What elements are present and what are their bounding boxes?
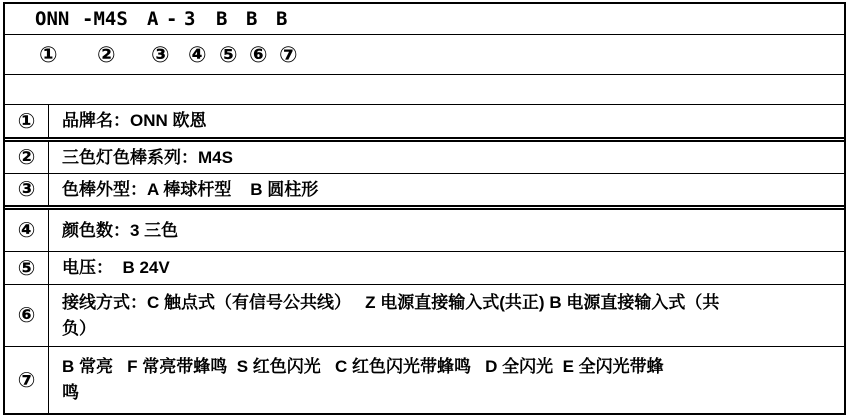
description-cell	[49, 174, 844, 205]
legend-row-shape	[5, 174, 844, 210]
row-marker: ①	[17, 109, 36, 133]
marker-2: ②	[97, 41, 116, 67]
row-text-line1: B 常亮 F 常亮带蜂鸣 S 红色闪光 C 红色闪光带蜂鸣 D 全闪光 E 全闪光带蜂	[62, 357, 664, 376]
code-token-mode: B	[276, 8, 288, 30]
code-token-voltage: B	[216, 8, 228, 30]
row-marker: ⑤	[17, 256, 36, 280]
row-text: 电压： B 24V	[62, 258, 170, 277]
code-token-brand: ONN	[35, 8, 70, 30]
marker-4: ④	[188, 41, 207, 67]
marker-cell	[5, 174, 49, 205]
legend-row-brand	[5, 105, 844, 142]
legend-row-color-count	[5, 210, 844, 252]
legend-row-wiring	[5, 285, 844, 347]
row-text: 品牌名：ONN 欧恩	[62, 111, 207, 130]
description-cell	[49, 285, 844, 346]
marker-1: ①	[39, 41, 58, 67]
code-token-colors: 3	[184, 8, 196, 30]
code-token-series: -M4S	[82, 8, 128, 30]
model-code-table	[3, 2, 846, 415]
code-token-dash: -	[166, 8, 178, 30]
code-token-shape: A	[147, 8, 159, 30]
legend-row-voltage	[5, 252, 844, 285]
description-cell	[49, 105, 844, 137]
marker-cell	[5, 105, 49, 137]
marker-row	[5, 35, 844, 75]
marker-5: ⑤	[219, 41, 238, 67]
marker-cell	[5, 285, 49, 346]
marker-cell	[5, 347, 49, 413]
marker-6: ⑥	[249, 41, 268, 67]
description-cell	[49, 142, 844, 173]
marker-7: ⑦	[279, 41, 298, 67]
row-text: 三色灯色棒系列：M4S	[62, 147, 233, 167]
marker-cell	[5, 142, 49, 173]
row-text-line2: 负）	[62, 318, 96, 338]
row-text: 色棒外型：A 棒球杆型 B 圆柱形	[62, 179, 319, 199]
marker-3: ③	[151, 41, 170, 67]
row-text-line2: 鸣	[62, 383, 79, 402]
spacer-row	[5, 75, 844, 105]
description-cell	[49, 252, 844, 284]
code-row	[5, 4, 844, 35]
row-marker: ④	[17, 219, 36, 242]
marker-cell	[5, 252, 49, 284]
row-text: 颜色数：3 三色	[62, 220, 179, 240]
row-marker: ②	[17, 146, 36, 169]
row-marker: ③	[17, 178, 36, 201]
legend-row-light-mode	[5, 347, 844, 413]
legend-row-series	[5, 142, 844, 174]
description-cell	[49, 347, 844, 413]
row-marker: ⑥	[17, 304, 36, 327]
marker-cell	[5, 210, 49, 251]
code-token-wiring: B	[246, 8, 258, 30]
description-cell	[49, 210, 844, 251]
row-text-line1: 接线方式：C 触点式（有信号公共线） Z 电源直接输入式(共正) B 电源直接输入式（共	[62, 292, 720, 312]
row-marker: ⑦	[17, 368, 36, 392]
